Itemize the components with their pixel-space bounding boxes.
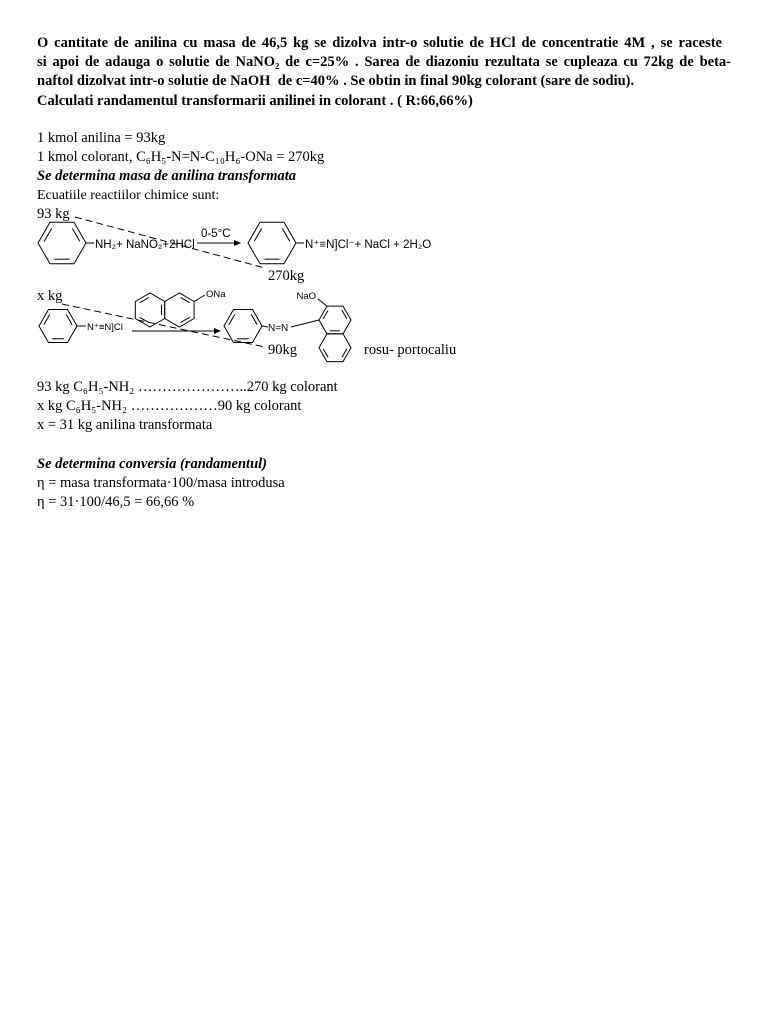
- reaction1-mass-in: 93 kg: [37, 205, 70, 222]
- reaction1-condition: 0-5°C: [201, 228, 231, 240]
- reaction2-azo-label: N=N: [268, 323, 289, 334]
- proportion-line-1: 93 kg C₆H₅-NH₂ …………………..270 kg colorant: [37, 378, 338, 395]
- reaction2-mass-out: 90kg: [268, 341, 297, 358]
- reaction2-mass-in: x kg: [37, 287, 63, 304]
- dye-color-note: rosu- portocaliu: [364, 341, 457, 358]
- problem-line-2: si apoi de adauga o solutie de NaNO₂ de c=25% . Sarea de diazoniu rezultata se cupleaza cu 72kg de beta-: [37, 53, 731, 70]
- reaction2-naphthol-ona-label: ONa: [206, 289, 226, 300]
- azo-product-naphthalene-ring-b-ring: [319, 334, 351, 362]
- bond-naphthol-ona: [194, 295, 205, 302]
- reaction2-diazonium-label: N⁺≡N]Cl: [87, 322, 123, 333]
- reaction1-mass-out: 270kg: [268, 267, 305, 284]
- diazonium-reactant-benzene-ring: [39, 310, 77, 343]
- problem-line-3: naftol dizolvat intr-o solutie de NaOH de c=40% . Se obtin in final 90kg colorant (sare de sodiu).: [37, 72, 635, 89]
- reaction2-arrowhead: [214, 328, 221, 334]
- naphthol-ring-a-ring: [135, 293, 164, 327]
- proportion-line-2: x kg C₆H₅-NH₂ ………………90 kg colorant: [37, 397, 302, 414]
- heading-yield: Se determina conversia (randamentul): [37, 455, 267, 472]
- problem-line-4: Calculati randamentul transformarii anilinei in colorant . ( R:66,66%): [37, 92, 473, 109]
- azo-product-naphthalene-ring-a-ring: [319, 306, 351, 334]
- reaction1-reagents: NH₂+ NaNO₂+2HCl: [95, 239, 195, 251]
- yield-result: η = 31·100/46,5 = 66,66 %: [37, 493, 195, 510]
- diazonium-benzene-ring: [248, 222, 296, 264]
- problem-line-1: O cantitate de anilina cu masa de 46,5 kg se dizolva intr-o solutie de HCl de concentratie 4M , se raceste: [37, 34, 722, 51]
- reaction1-arrowhead: [234, 240, 241, 246]
- equations-intro: Ecuatiile reactiilor chimice sunt:: [37, 187, 220, 203]
- heading-mass: Se determina masa de anilina transformata: [37, 167, 297, 184]
- bond-naphthalene-nao: [318, 299, 327, 306]
- result-mass: x = 31 kg anilina transformata: [37, 416, 213, 433]
- reaction1-products: N⁺≡N]Cl⁻+ NaCl + 2H₂O: [305, 239, 432, 251]
- reaction2-nao-label: NaO: [296, 291, 316, 302]
- aniline-benzene-ring: [38, 222, 86, 264]
- yield-formula: η = masa transformata·100/masa introdusa: [37, 474, 285, 491]
- naphthol-ring-b-ring: [165, 293, 194, 327]
- bond-azo-naphthalene: [291, 320, 319, 327]
- molar-mass-dye: 1 kmol colorant, C₆H₅-N=N-C₁₀H₆-ONa = 270kg: [37, 148, 325, 165]
- molar-mass-aniline: 1 kmol anilina = 93kg: [37, 129, 166, 146]
- azo-product-benzene-ring: [224, 310, 262, 343]
